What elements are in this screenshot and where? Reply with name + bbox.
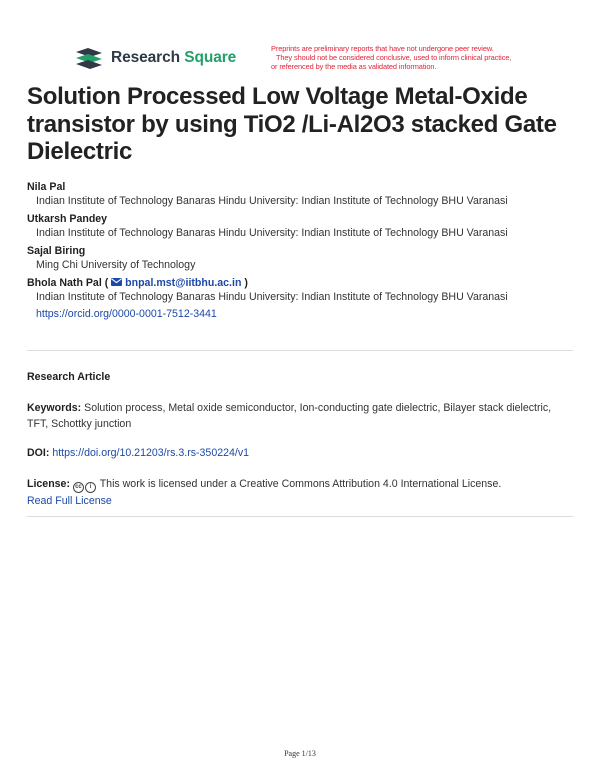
read-full-license-link[interactable]: Read Full License (27, 495, 112, 507)
keywords-section (27, 400, 557, 432)
logo-word-square: Square (184, 49, 237, 66)
paper-title: Solution Processed Low Voltage Metal-Oxide transistor by using TiO2 /Li-Al2O3 stacked Gate Dielectric (27, 83, 557, 165)
research-square-logo-icon (74, 47, 104, 69)
author-item (27, 244, 577, 272)
article-type: Research Article (27, 371, 111, 383)
keywords-text: Solution process, Metal oxide semiconductor, Ion-conducting gate dielectric, Bilayer stack dielectric, TFT, Schottky junction (27, 402, 552, 430)
corresponding-author-name: Bhola Nath Pal ( bnpal.mst@iitbhu.ac.in ) (27, 277, 248, 289)
author-email: bnpal.mst@iitbhu.ac.in (125, 277, 242, 289)
divider-top (27, 350, 573, 351)
author-item (27, 212, 577, 240)
author-affiliation: Indian Institute of Technology Banaras Hindu University: Indian Institute of Technology BHU Varanasi (36, 291, 508, 303)
author-affiliation: Indian Institute of Technology Banaras Hindu University: Indian Institute of Technology BHU Varanasi (36, 227, 508, 239)
preprint-notice (271, 44, 541, 71)
author-item (27, 180, 577, 208)
author-name: Bhola Nath Pal (27, 277, 102, 289)
doi-label: DOI: (27, 447, 50, 459)
notice-line: Preprints are preliminary reports that have not undergone peer review. (271, 44, 494, 53)
envelope-icon (111, 278, 122, 286)
doi-link[interactable]: https://doi.org/10.21203/rs.3.rs-350224/v1 (52, 447, 250, 459)
author-affiliation: Indian Institute of Technology Banaras Hindu University: Indian Institute of Technology BHU Varanasi (36, 195, 508, 207)
logo-wordmark (111, 49, 236, 67)
author-item (27, 276, 577, 322)
by-icon: i (85, 482, 96, 493)
author-email-link[interactable] (111, 277, 241, 289)
cc-icon: cc (73, 482, 84, 493)
notice-line: or referenced by the media as validated information. (271, 62, 437, 71)
notice-line: They should not be considered conclusive, used to inform clinical practice, (276, 53, 512, 62)
author-name: Sajal Biring (27, 245, 86, 257)
author-name: Nila Pal (27, 181, 66, 193)
license-text: This work is licensed under a Creative Commons Attribution 4.0 International License. (99, 478, 502, 490)
divider-bottom (27, 516, 573, 517)
logo-word-research: Research (111, 49, 180, 66)
author-affiliation: Ming Chi University of Technology (36, 259, 196, 271)
keywords-label: Keywords: (27, 402, 82, 414)
license-section (27, 476, 567, 509)
orcid-link[interactable]: https://orcid.org/0000-0001-7512-3441 (36, 308, 217, 320)
page-number: Page 1/13 (284, 749, 316, 758)
author-name: Utkarsh Pandey (27, 213, 108, 225)
doi-section (27, 447, 249, 459)
license-label: License: (27, 478, 70, 490)
author-list (27, 180, 577, 322)
research-square-logo[interactable] (74, 47, 236, 69)
